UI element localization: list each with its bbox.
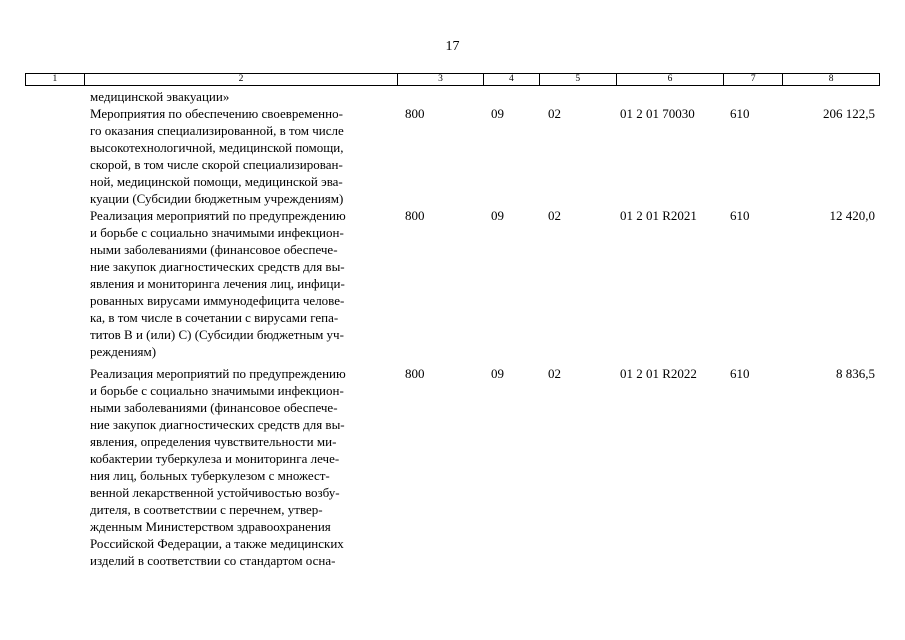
header-col-7: 7 <box>724 74 783 85</box>
page-number: 17 <box>445 39 460 54</box>
cell-col-7: 610 <box>730 208 750 223</box>
header-col-4: 4 <box>484 74 540 85</box>
header-col-1: 1 <box>26 74 85 85</box>
header-col-8: 8 <box>828 74 834 84</box>
cell-col-3: 800 <box>405 106 425 121</box>
cell-col-5: 02 <box>548 366 561 381</box>
description-line: ния лиц, больных туберкулезом с множест- <box>90 468 330 483</box>
description-line: скорой, в том числе скорой специализирован- <box>90 157 343 172</box>
row-description <box>90 207 390 360</box>
cell-col-5: 02 <box>548 106 561 121</box>
cell-col-8: 12 420,0 <box>829 208 875 223</box>
row-description <box>90 105 390 207</box>
description-line: ние закупок диагностических средств для вы- <box>90 259 345 274</box>
description-line: высокотехнологичной, медицинской помощи, <box>90 140 344 155</box>
description-line: ка, в том числе в сочетании с вирусами гепа- <box>90 310 339 325</box>
table-header-row <box>25 73 880 86</box>
description-line: венной лекарственной устойчивостью возбу- <box>90 485 340 500</box>
row-description <box>90 365 390 569</box>
description-line: куации (Субсидии бюджетным учреждениям) <box>90 191 344 206</box>
description-line: Реализация мероприятий по предупреждению <box>90 366 346 381</box>
cell-col-4: 09 <box>491 208 504 223</box>
description-line: изделий в соответствии со стандартом осна- <box>90 553 336 568</box>
description-line: го оказания специализированной, в том числе <box>90 123 344 138</box>
description-line: явления, определения чувствительности ми- <box>90 434 337 449</box>
cell-col-8: 206 122,5 <box>823 106 875 121</box>
description-line: реждениям) <box>90 344 157 359</box>
description-line: дителя, в соответствии с перечнем, утвер- <box>90 502 323 517</box>
description-line: и борьбе с социально значимыми инфекцион- <box>90 225 344 240</box>
description-line: Мероприятия по обеспечению своевременно- <box>90 106 343 121</box>
header-col-5: 5 <box>540 74 617 85</box>
description-line: жденным Министерством здравоохранения <box>90 519 331 534</box>
description-line: рованных вирусами иммунодефицита челове- <box>90 293 345 308</box>
continuation-text: медицинской эвакуации» <box>90 89 230 104</box>
header-col-3: 3 <box>398 74 484 85</box>
cell-col-8: 8 836,5 <box>836 366 875 381</box>
cell-col-7: 610 <box>730 106 750 121</box>
cell-col-3: 800 <box>405 366 425 381</box>
cell-col-6: 01 2 01 R2022 <box>620 366 697 381</box>
cell-col-4: 09 <box>491 106 504 121</box>
description-line: кобактерии туберкулеза и мониторинга лече- <box>90 451 340 466</box>
header-col-6: 6 <box>617 74 725 85</box>
cell-col-4: 09 <box>491 366 504 381</box>
description-line: явления и мониторинга лечения лиц, инфици- <box>90 276 345 291</box>
description-line: Реализация мероприятий по предупреждению <box>90 208 346 223</box>
description-line: ными заболеваниями (финансовое обеспече- <box>90 400 338 415</box>
description-line: титов B и (или) C) (Субсидии бюджетным уч- <box>90 327 344 342</box>
description-line: ными заболеваниями (финансовое обеспече- <box>90 242 338 257</box>
header-col-2: 2 <box>85 74 398 85</box>
cell-col-6: 01 2 01 R2021 <box>620 208 697 223</box>
description-line: ной, медицинской помощи, медицинской эва- <box>90 174 343 189</box>
description-line: Российской Федерации, а также медицинских <box>90 536 344 551</box>
cell-col-7: 610 <box>730 366 750 381</box>
cell-col-5: 02 <box>548 208 561 223</box>
cell-col-6: 01 2 01 70030 <box>620 106 695 121</box>
cell-col-3: 800 <box>405 208 425 223</box>
description-line: ние закупок диагностических средств для вы- <box>90 417 345 432</box>
description-line: и борьбе с социально значимыми инфекцион- <box>90 383 344 398</box>
